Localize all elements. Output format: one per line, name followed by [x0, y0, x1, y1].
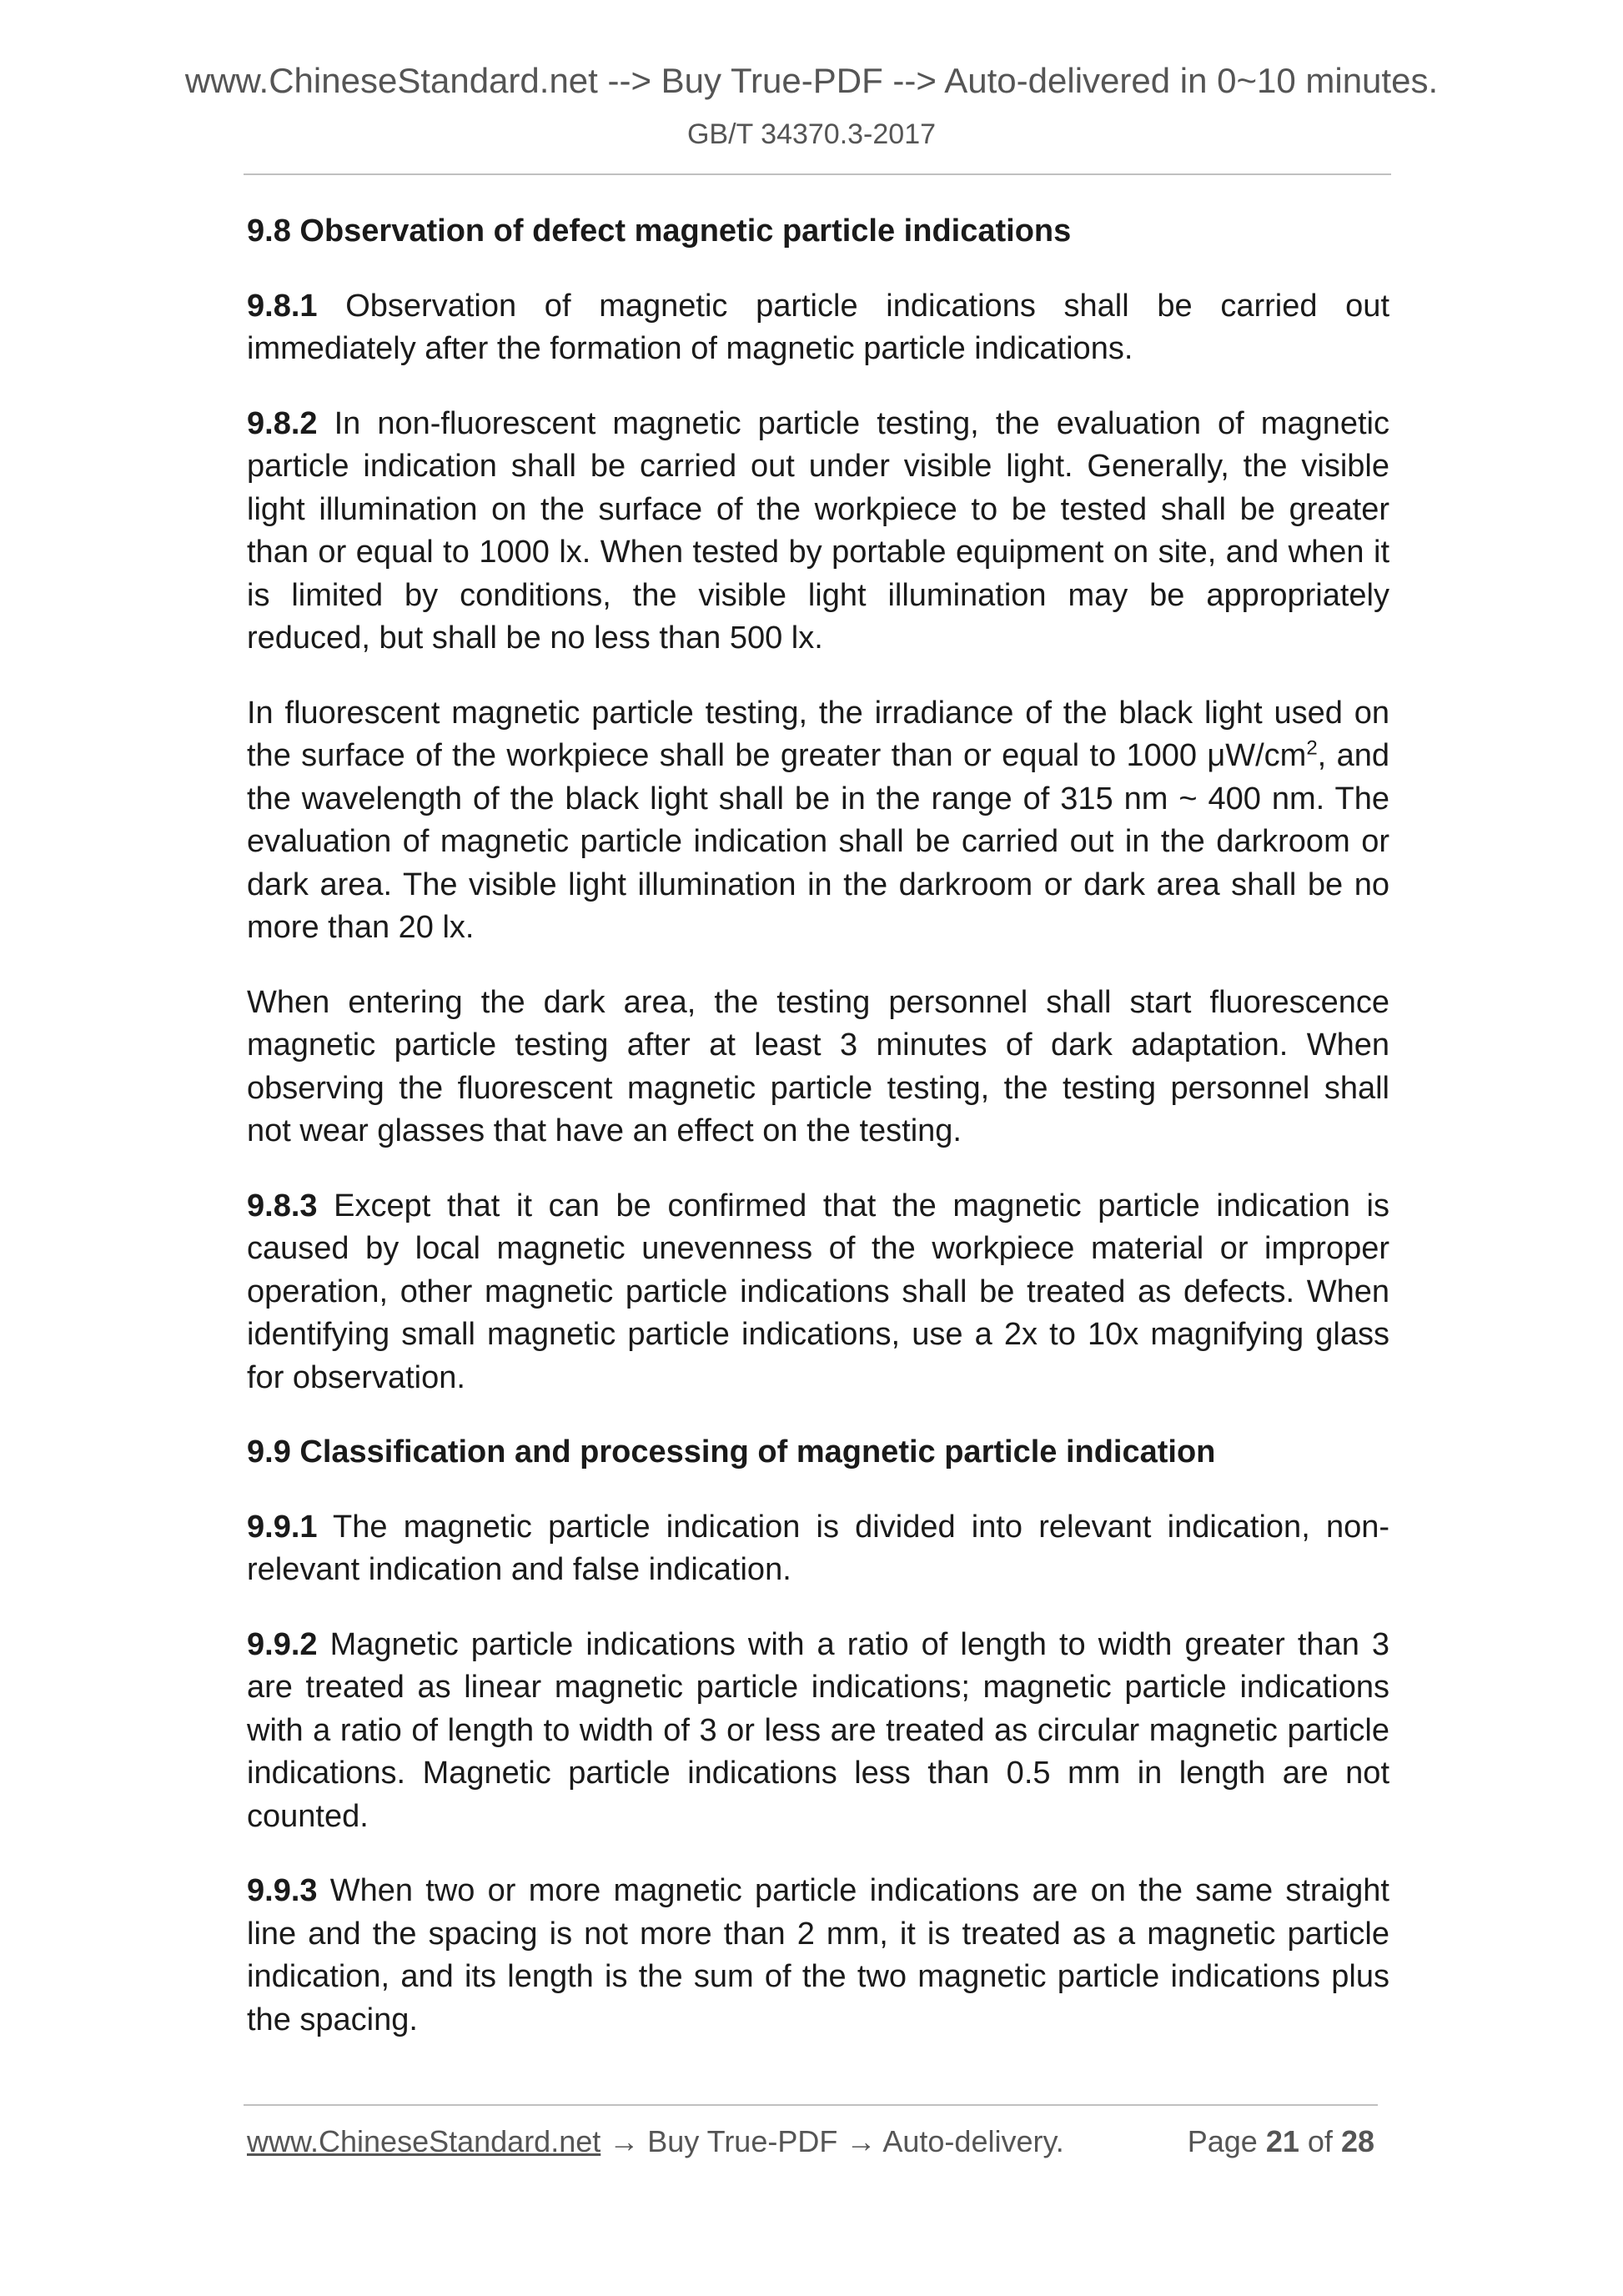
arrow-right-icon: → [846, 2124, 877, 2158]
footer-buy-text: Buy True-PDF [647, 2124, 838, 2158]
paragraph-text: When entering the dark area, the testing personnel shall start fluorescence magnetic particle testing after at least 3 minutes of dark adaptation. When observing the fluorescent magnetic particle testing, the testing personnel shall not wear glasses that have an effect on the testing. [247, 984, 1389, 1148]
clause-9-8-3 [247, 1185, 1389, 1400]
clause-number: 9.9.3 [247, 1873, 318, 1908]
header-banner: www.ChineseStandard.net --> Buy True-PDF --> Auto-delivered in 0~10 minutes. [184, 61, 1439, 100]
page-total: 28 [1340, 2124, 1374, 2158]
clause-number: 9.8.2 [247, 405, 318, 441]
page-current: 21 [1265, 2124, 1299, 2158]
clause-number: 9.9.2 [247, 1626, 318, 1662]
clause-text: In non-fluorescent magnetic particle testing, the evaluation of magnetic particle indication shall be carried out under visible light. Generally, the visible light illumination on the surface of the workpiece to be tested shall be greater than or equal to 1000 lx. When tested by portable equipment on site, and when it is limited by conditions, the visible light illumination may be appropriately reduced, but shall be no less than 500 lx. [247, 405, 1389, 656]
clause-9-9-2 [247, 1624, 1389, 1839]
clause-9-9-1 [247, 1506, 1389, 1592]
clause-number: 9.8.1 [247, 288, 318, 324]
paragraph-text-part: , and the wavelength of the black light shall be in the range of 315 nm ~ 400 nm. The evaluation of magnetic particle indication shall be carried out in the darkroom or dark area. The visible light illumination in the darkroom or dark area shall be no more than 20 lx. [247, 738, 1389, 945]
paragraph-text-part: In fluorescent magnetic particle testing, the irradiance of the black light used on the surface of the workpiece shall be greater than or equal to 1000 μW/cm [247, 695, 1389, 773]
page-of: of [1307, 2124, 1333, 2158]
footer-delivery-text: Auto-delivery. [882, 2124, 1064, 2158]
section-heading-9-8: 9.8 Observation of defect magnetic particle indications [247, 214, 1072, 249]
clause-text: Magnetic particle indications with a ratio of length to width greater than 3 are treated as linear magnetic particle indications; magnetic particle indications with a ratio of length to width of 3 or less are treated as circular magnetic particle indications. Magnetic particle indications less than 0.5 mm in length are not counted. [247, 1626, 1390, 1834]
clause-9-9-3 [247, 1870, 1389, 2042]
arrow-right-icon: → [609, 2124, 640, 2158]
clause-text: When two or more magnetic particle indications are on the same straight line and the spacing is not more than 2 mm, it is treated as a magnetic particle indication, and its length is the sum of the two magnetic particle indications plus the spacing. [247, 1873, 1389, 2037]
paragraph-fluorescent [247, 692, 1389, 950]
superscript: 2 [1306, 736, 1318, 760]
clause-9-8-1 [247, 285, 1389, 371]
clause-text: The magnetic particle indication is divided into relevant indication, non-relevant indication and false indication. [247, 1509, 1389, 1587]
document-body [247, 210, 1389, 2073]
clause-number: 9.9.1 [247, 1509, 318, 1545]
footer-divider [244, 2104, 1378, 2106]
section-heading-9-9: 9.9 Classification and processing of magnetic particle indication [247, 1434, 1216, 1470]
page-indicator [1187, 2124, 1374, 2158]
footer-link[interactable]: www.ChineseStandard.net [247, 2124, 601, 2158]
clause-number: 9.8.3 [247, 1188, 318, 1223]
clause-9-8-2 [247, 403, 1389, 661]
paragraph-dark-area [247, 982, 1389, 1153]
page-label: Page [1187, 2124, 1258, 2158]
clause-text: Observation of magnetic particle indications shall be carried out immediately after the formation of magnetic particle indications. [247, 288, 1390, 366]
clause-text: Except that it can be confirmed that the magnetic particle indication is caused by local magnetic unevenness of the workpiece material or improper operation, other magnetic particle indications shall be treated as defects. When identifying small magnetic particle indications, use a 2x to 10x magnifying glass for observation. [247, 1188, 1389, 1395]
header-divider [244, 173, 1391, 175]
page-footer [247, 2124, 1381, 2158]
standard-code: GB/T 34370.3-2017 [686, 118, 937, 150]
